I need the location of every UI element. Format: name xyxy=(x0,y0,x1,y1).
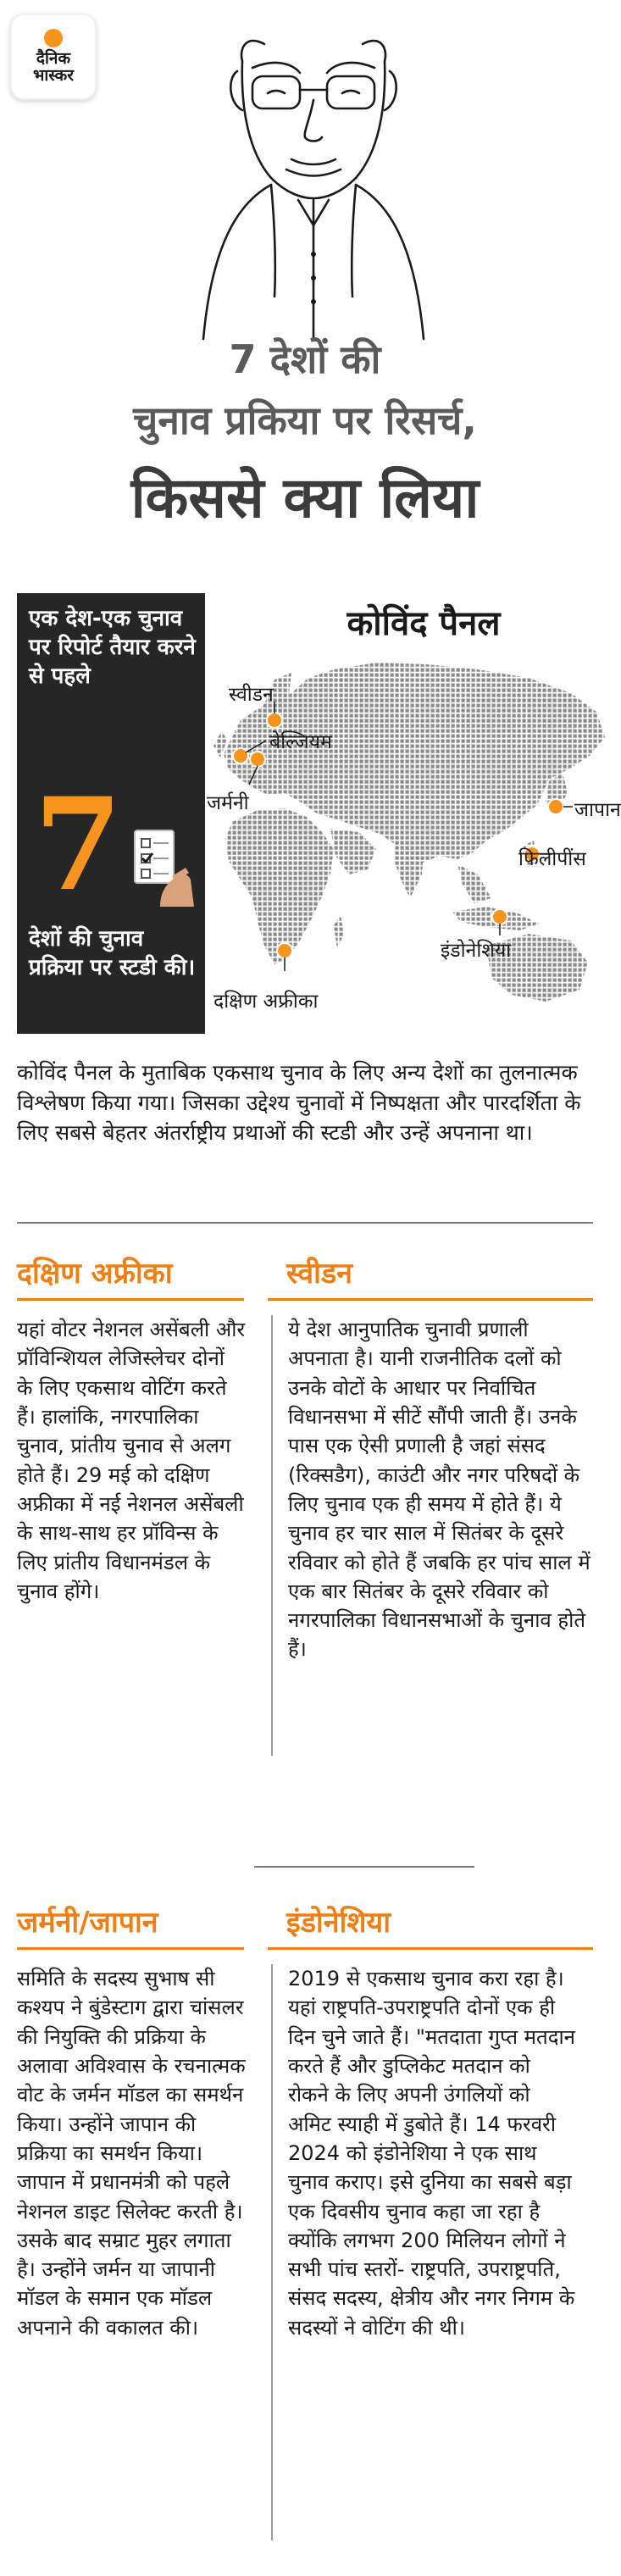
panel-outro-text: देशों की चुनाव प्रक्रिया पर स्टडी की। xyxy=(29,926,196,980)
map-region-madagascar xyxy=(334,915,344,949)
panel-country-count: 7 xyxy=(34,770,123,919)
logo-line-2: भास्कर xyxy=(32,66,75,85)
mid-divider xyxy=(254,1866,474,1868)
section-underline xyxy=(17,1298,244,1301)
section-title-indonesia: इंडोनेशिया xyxy=(286,1906,391,1940)
label-germany: जर्मनी xyxy=(207,792,249,814)
label-indonesia: इंडोनेशिया xyxy=(441,940,512,962)
logo-line-1: दैनिक xyxy=(36,49,71,69)
headline-line-1: 7 देशों की xyxy=(229,336,381,382)
dainik-bhaskar-logo[interactable] xyxy=(10,14,97,100)
map-region-india xyxy=(395,844,424,898)
marker-indonesia xyxy=(492,909,507,924)
label-japan: जापान xyxy=(574,799,621,821)
section-title-germany-japan: जर्मनी/जापान xyxy=(17,1906,158,1940)
marker-sweden xyxy=(267,713,282,728)
section-body-indonesia: 2019 से एकसाथ चुनाव करा रहा है। यहां राष्ट्रपति-उपराष्ट्रपति दोनों एक ही दिन चुने जाते हैं। "मतदाता गुप्त मतदान करते हैं और डुप्लिकेट मतदान को रोकने के लिए अपनी उंगलियों को अमिट स्याही में डुबोते हैं। 14 फरवरी 2024 को इंडोनेशिया ने एक साथ चुनाव कराए। इसे दुनिया का सबसे बड़ा एक दिवसीय चुनाव कहा जा रहा है क्योंकि लगभग 200 मिलियन लोगों ने सभी पांच स्तरों- राष्ट्रपति, उपराष्ट्रपति, संसद सदस्य, क्षेत्रीय और नगर निगम के सदस्यों ने वोटिंग की थी। xyxy=(288,1967,575,2340)
map-title: कोविंद पैनल xyxy=(347,604,501,643)
sun-icon xyxy=(44,29,63,47)
label-south-africa: दक्षिण अफ्रीका xyxy=(213,991,319,1013)
section-body-sweden: ये देश आनुपातिक चुनावी प्रणाली अपनाता है। यानी राजनीतिक दलों को उनके वोटों के आधार पर निर्वाचित विधानसभा में सीटें सौंपी जाती हैं। उनके पास एक ऐसी प्रणाली है जहां संसद (रिक्सडैग), काउंटी और नगर परिषदों के लिए चुनाव एक ही समय में होते हैं। ये चुनाव हर चार साल में सितंबर के दूसरे रविवार को होते हैं जबकि हर पांच साल में एक बार सितंबर के दूसरे रविवार को नगरपालिका विधानसभाओं के चुनाव होते हैं। xyxy=(288,1318,591,1662)
column-rule xyxy=(271,1964,273,2540)
panel-info-box xyxy=(17,593,205,1034)
column-rule xyxy=(271,1315,273,1756)
headline-line-2: चुनाव प्रकिया पर रिसर्च, xyxy=(133,397,477,443)
section-divider xyxy=(17,1222,593,1224)
panel-intro-text: एक देश-एक चुनाव पर रिपोर्ट तैयार करने से पहले xyxy=(29,606,196,689)
section-title-sweden: स्वीडन xyxy=(286,1257,352,1291)
marker-south-africa xyxy=(277,943,292,958)
headline-line-3: किससे क्या लिया xyxy=(130,465,480,530)
section-underline xyxy=(268,1298,593,1301)
label-belgium: बेल्जियम xyxy=(269,731,332,753)
section-body-germany-japan: समिति के सदस्य सुभाष सी कश्यप ने बुंडेस्टाग द्वारा चांसलर की नियुक्ति की प्रक्रिया के अलावा अविश्वास के रचनात्मक वोट के जर्मन मॉडल का समर्थन किया। उन्होंने जापान की प्रक्रिया का समर्थन किया। जापान में प्रधानमंत्री को पहले नेशनल डाइट सिलेक्ट करती है। उसके बाद सम्राट मुहर लगाता है। उन्होंने जर्मन या जापानी मॉडल के समान एक मॉडल अपनाने की वकालत की। xyxy=(17,1967,246,2340)
section-underline xyxy=(268,1947,593,1950)
map-region-sea xyxy=(457,864,491,903)
section-underline xyxy=(17,1947,244,1950)
portrait-illustration xyxy=(186,8,441,339)
label-sweden: स्वीडन xyxy=(229,684,274,706)
section-body-south-africa: यहां वोटर नेशनल असेंबली और प्रॉविन्शियल लेजिस्लेचर दोनों के लिए एकसाथ वोटिंग करते हैं। हालांकि, नगरपालिका चुनाव, प्रांतीय चुनाव से अलग होते हैं। 29 मई को दक्षिण अफ्रीका में नई नेशनल असेंबली के साथ-साथ हर प्रॉविन्स के लिए प्रांतीय विधानमंडल के चुनाव होंगे। xyxy=(17,1318,246,1603)
map-region-africa xyxy=(225,808,334,964)
marker-germany xyxy=(250,752,265,767)
summary-paragraph: कोविंद पैनल के मुताबिक एकसाथ चुनाव के लिए अन्य देशों का तुलनात्मक विश्लेषण किया गया। जिसका उद्देश्य चुनावों में निष्पक्षता और पारदर्शिता के लिए सबसे बेहतर अंतर्राष्ट्रीय प्रथाओं की स्टडी और उन्हें अपनाना था। xyxy=(17,1060,581,1145)
map-region-arabia xyxy=(330,829,376,874)
section-title-south-africa: दक्षिण अफ्रीका xyxy=(17,1257,173,1291)
marker-belgium xyxy=(233,748,248,763)
label-philippines: फिलीपींस xyxy=(518,848,586,870)
marker-japan xyxy=(548,799,563,814)
ballot-vote-icon xyxy=(123,824,199,908)
